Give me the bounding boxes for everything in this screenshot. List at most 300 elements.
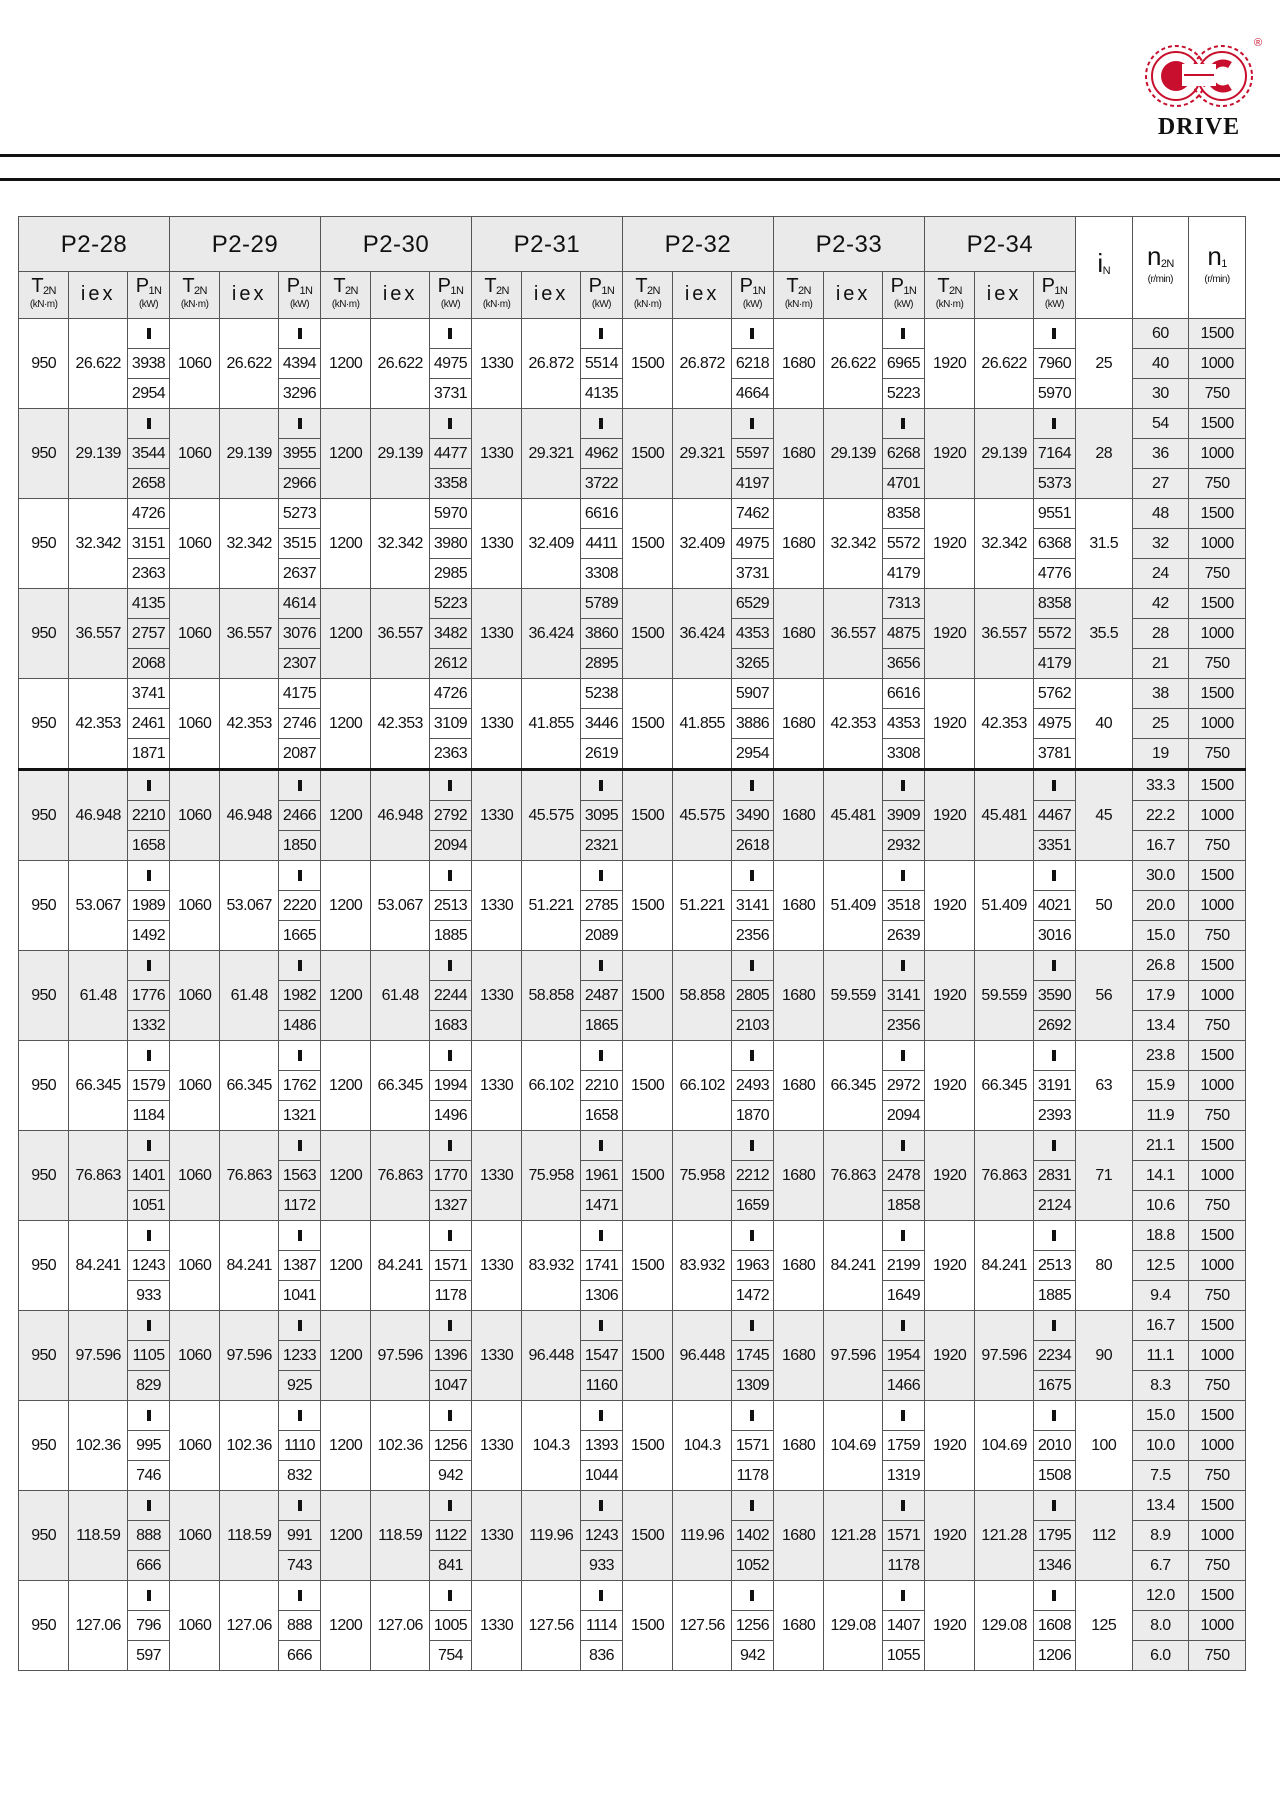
p1n-cell: 5223 bbox=[882, 379, 924, 409]
marker-icon bbox=[750, 1410, 754, 1421]
p1n-cell-marker bbox=[279, 770, 321, 801]
iex-cell: 32.342 bbox=[371, 499, 430, 589]
p1n-cell: 1571 bbox=[731, 1431, 773, 1461]
n2n-cell: 17.9 bbox=[1132, 981, 1189, 1011]
iex-cell: 127.56 bbox=[673, 1581, 732, 1671]
p1n-cell-marker bbox=[279, 409, 321, 439]
p1n-subscript: 1N bbox=[299, 284, 313, 297]
p1n-cell: 991 bbox=[279, 1521, 321, 1551]
t2n-cell: 1680 bbox=[773, 1311, 823, 1401]
n1-cell: 750 bbox=[1189, 1551, 1246, 1581]
p1n-cell: 2363 bbox=[128, 559, 170, 589]
n2n-cell: 36 bbox=[1132, 439, 1189, 469]
table-row bbox=[19, 319, 1246, 349]
t2n-cell: 1680 bbox=[773, 589, 823, 679]
iex-cell: 26.622 bbox=[975, 319, 1034, 409]
marker-icon bbox=[147, 780, 151, 791]
n2n-cell: 25 bbox=[1132, 709, 1189, 739]
marker-icon bbox=[901, 1050, 905, 1061]
p1n-cell: 3731 bbox=[430, 379, 472, 409]
t2n-cell: 950 bbox=[19, 1041, 69, 1131]
p1n-cell: 8358 bbox=[1033, 589, 1075, 619]
marker-icon bbox=[901, 1230, 905, 1241]
p1n-cell: 1770 bbox=[430, 1161, 472, 1191]
p1n-cell: 5572 bbox=[1033, 619, 1075, 649]
iex-cell: 104.3 bbox=[673, 1401, 732, 1491]
t2n-cell: 1500 bbox=[622, 770, 672, 861]
table-body bbox=[19, 319, 1246, 1671]
n2n-cell: 15.0 bbox=[1132, 1401, 1189, 1431]
p1n-cell: 1396 bbox=[430, 1341, 472, 1371]
p1n-cell-marker bbox=[128, 1491, 170, 1521]
p1n-cell-marker bbox=[731, 770, 773, 801]
t2n-cell: 1060 bbox=[169, 861, 219, 951]
iex-cell: 129.08 bbox=[975, 1581, 1034, 1671]
t2n-cell: 1680 bbox=[773, 1581, 823, 1671]
p1n-cell-marker bbox=[128, 951, 170, 981]
p1n-cell: 1870 bbox=[731, 1101, 773, 1131]
n2n-cell: 11.1 bbox=[1132, 1341, 1189, 1371]
p1n-cell: 4975 bbox=[430, 349, 472, 379]
ratio-in-cell: 71 bbox=[1075, 1131, 1132, 1221]
iex-cell: 42.353 bbox=[975, 679, 1034, 770]
p1n-cell-marker bbox=[731, 1131, 773, 1161]
p1n-cell: 4975 bbox=[731, 529, 773, 559]
iex-cell: 29.139 bbox=[824, 409, 883, 499]
p1n-cell: 6218 bbox=[731, 349, 773, 379]
t2n-cell: 1680 bbox=[773, 770, 823, 861]
t2n-cell: 950 bbox=[19, 499, 69, 589]
header-rule-top bbox=[0, 154, 1280, 157]
p1n-unit: (kW) bbox=[138, 298, 159, 310]
p1n-cell: 754 bbox=[430, 1641, 472, 1671]
p1n-cell: 1047 bbox=[430, 1371, 472, 1401]
p1n-cell: 1402 bbox=[731, 1521, 773, 1551]
p1n-cell-marker bbox=[128, 1131, 170, 1161]
p1n-cell: 2639 bbox=[882, 921, 924, 951]
n1-cell: 1000 bbox=[1189, 1071, 1246, 1101]
p1n-cell: 2966 bbox=[279, 469, 321, 499]
t2n-cell: 1330 bbox=[471, 1311, 521, 1401]
p1n-cell: 1044 bbox=[581, 1461, 623, 1491]
p1n-cell: 1332 bbox=[128, 1011, 170, 1041]
p1n-cell-marker bbox=[1033, 770, 1075, 801]
p1n-cell: 1982 bbox=[279, 981, 321, 1011]
marker-icon bbox=[901, 780, 905, 791]
marker-icon bbox=[901, 328, 905, 339]
iex-cell: 41.855 bbox=[522, 679, 581, 770]
n2n-cell: 30.0 bbox=[1132, 861, 1189, 891]
iex-cell: 66.102 bbox=[673, 1041, 732, 1131]
p1n-cell-marker bbox=[1033, 1041, 1075, 1071]
p1n-header bbox=[731, 272, 773, 319]
iex-cell: 58.858 bbox=[522, 951, 581, 1041]
p1n-cell: 5597 bbox=[731, 439, 773, 469]
n2n-cell: 40 bbox=[1132, 349, 1189, 379]
p1n-cell: 1795 bbox=[1033, 1521, 1075, 1551]
n1-cell: 1500 bbox=[1189, 409, 1246, 439]
iex-label: iex bbox=[986, 283, 1022, 305]
n2n-cell: 14.1 bbox=[1132, 1161, 1189, 1191]
p1n-cell: 1885 bbox=[1033, 1281, 1075, 1311]
marker-icon bbox=[901, 1500, 905, 1511]
p1n-cell: 942 bbox=[430, 1461, 472, 1491]
p1n-cell: 925 bbox=[279, 1371, 321, 1401]
p1n-cell-marker bbox=[731, 1311, 773, 1341]
p1n-subscript: 1N bbox=[903, 284, 917, 297]
t2n-cell: 1060 bbox=[169, 679, 219, 770]
ratio-in-cell: 100 bbox=[1075, 1401, 1132, 1491]
marker-icon bbox=[599, 1140, 603, 1151]
t2n-cell: 1680 bbox=[773, 1131, 823, 1221]
iex-cell: 46.948 bbox=[371, 770, 430, 861]
p1n-cell: 3076 bbox=[279, 619, 321, 649]
iex-header bbox=[69, 272, 128, 319]
model-header-row bbox=[19, 217, 1246, 272]
p1n-cell: 2785 bbox=[581, 891, 623, 921]
marker-icon bbox=[298, 870, 302, 881]
n2n-cell: 10.6 bbox=[1132, 1191, 1189, 1221]
t2n-cell: 1330 bbox=[471, 1581, 521, 1671]
p1n-cell-marker bbox=[882, 951, 924, 981]
p1n-cell: 1256 bbox=[430, 1431, 472, 1461]
iex-cell: 61.48 bbox=[69, 951, 128, 1041]
iex-cell: 97.596 bbox=[371, 1311, 430, 1401]
marker-icon bbox=[147, 1410, 151, 1421]
iex-cell: 32.409 bbox=[522, 499, 581, 589]
n1-cell: 750 bbox=[1189, 469, 1246, 499]
table-row bbox=[19, 1491, 1246, 1521]
p1n-cell: 1172 bbox=[279, 1191, 321, 1221]
iex-cell: 26.622 bbox=[220, 319, 279, 409]
p1n-cell: 2658 bbox=[128, 469, 170, 499]
p1n-cell: 2972 bbox=[882, 1071, 924, 1101]
p1n-unit: (kW) bbox=[893, 298, 913, 310]
p1n-cell: 2954 bbox=[731, 739, 773, 770]
marker-icon bbox=[901, 1320, 905, 1331]
iex-cell: 46.948 bbox=[220, 770, 279, 861]
p1n-cell: 2244 bbox=[430, 981, 472, 1011]
n1-symbol: n bbox=[1207, 240, 1222, 271]
n1-cell: 1500 bbox=[1189, 1311, 1246, 1341]
p1n-cell-marker bbox=[1033, 1131, 1075, 1161]
iex-cell: 51.221 bbox=[673, 861, 732, 951]
marker-icon bbox=[448, 1320, 452, 1331]
p1n-cell-marker bbox=[430, 1401, 472, 1431]
p1n-cell-marker bbox=[882, 1311, 924, 1341]
p1n-cell: 5762 bbox=[1033, 679, 1075, 709]
marker-icon bbox=[901, 418, 905, 429]
iex-cell: 26.622 bbox=[371, 319, 430, 409]
iex-cell: 119.96 bbox=[673, 1491, 732, 1581]
iex-cell: 66.345 bbox=[371, 1041, 430, 1131]
p1n-cell: 3351 bbox=[1033, 831, 1075, 861]
t2n-cell: 1200 bbox=[320, 589, 370, 679]
model-header: P2-31 bbox=[471, 217, 622, 272]
n2n-cell: 7.5 bbox=[1132, 1461, 1189, 1491]
p1n-cell: 2234 bbox=[1033, 1341, 1075, 1371]
marker-icon bbox=[901, 1140, 905, 1151]
marker-icon bbox=[1052, 1230, 1056, 1241]
p1n-cell: 942 bbox=[731, 1641, 773, 1671]
p1n-cell: 7164 bbox=[1033, 439, 1075, 469]
t2n-cell: 1060 bbox=[169, 951, 219, 1041]
t2n-cell: 1330 bbox=[471, 951, 521, 1041]
ratio-in-subscript: N bbox=[1102, 265, 1110, 277]
p1n-cell: 1954 bbox=[882, 1341, 924, 1371]
n1-subscript: 1 bbox=[1221, 257, 1227, 270]
p1n-cell-marker bbox=[581, 1131, 623, 1161]
p1n-cell: 5273 bbox=[279, 499, 321, 529]
n1-cell: 1500 bbox=[1189, 861, 1246, 891]
marker-icon bbox=[448, 960, 452, 971]
t2n-cell: 1920 bbox=[924, 1221, 974, 1311]
p1n-cell: 2954 bbox=[128, 379, 170, 409]
p1n-cell: 2478 bbox=[882, 1161, 924, 1191]
p1n-cell-marker bbox=[882, 861, 924, 891]
iex-cell: 75.958 bbox=[522, 1131, 581, 1221]
p1n-cell: 1871 bbox=[128, 739, 170, 770]
p1n-cell: 1309 bbox=[731, 1371, 773, 1401]
p1n-cell: 829 bbox=[128, 1371, 170, 1401]
n1-cell: 750 bbox=[1189, 1281, 1246, 1311]
t2n-cell: 1500 bbox=[622, 1311, 672, 1401]
p1n-cell: 3191 bbox=[1033, 1071, 1075, 1101]
p1n-cell: 5238 bbox=[581, 679, 623, 709]
p1n-cell: 3095 bbox=[581, 801, 623, 831]
marker-icon bbox=[1052, 960, 1056, 971]
p1n-cell: 1547 bbox=[581, 1341, 623, 1371]
p1n-cell: 2619 bbox=[581, 739, 623, 770]
t2n-cell: 1330 bbox=[471, 409, 521, 499]
iex-cell: 96.448 bbox=[522, 1311, 581, 1401]
p1n-symbol: P bbox=[286, 274, 300, 297]
p1n-cell: 2757 bbox=[128, 619, 170, 649]
p1n-cell: 2220 bbox=[279, 891, 321, 921]
p1n-cell: 2513 bbox=[430, 891, 472, 921]
p1n-cell: 4411 bbox=[581, 529, 623, 559]
p1n-cell-marker bbox=[731, 951, 773, 981]
p1n-cell-marker bbox=[581, 1491, 623, 1521]
p1n-cell: 2321 bbox=[581, 831, 623, 861]
p1n-header bbox=[581, 272, 623, 319]
p1n-cell-marker bbox=[731, 861, 773, 891]
p1n-cell: 3781 bbox=[1033, 739, 1075, 770]
iex-cell: 84.241 bbox=[975, 1221, 1034, 1311]
iex-cell: 29.139 bbox=[975, 409, 1034, 499]
t2n-cell: 1330 bbox=[471, 499, 521, 589]
p1n-cell-marker bbox=[1033, 861, 1075, 891]
p1n-cell-marker bbox=[581, 1401, 623, 1431]
iex-cell: 45.481 bbox=[975, 770, 1034, 861]
marker-icon bbox=[147, 1320, 151, 1331]
n2n-symbol: n bbox=[1146, 240, 1161, 271]
t2n-subscript: 2N bbox=[797, 284, 811, 297]
iex-cell: 42.353 bbox=[824, 679, 883, 770]
p1n-cell: 3141 bbox=[731, 891, 773, 921]
p1n-cell-marker bbox=[731, 1041, 773, 1071]
model-header: P2-30 bbox=[320, 217, 471, 272]
iex-label: iex bbox=[684, 283, 720, 305]
p1n-cell-marker bbox=[1033, 1221, 1075, 1251]
p1n-cell-marker bbox=[279, 1221, 321, 1251]
p1n-cell: 1675 bbox=[1033, 1371, 1075, 1401]
model-header: P2-34 bbox=[924, 217, 1075, 272]
p1n-cell: 9551 bbox=[1033, 499, 1075, 529]
p1n-cell-marker bbox=[279, 1491, 321, 1521]
t2n-cell: 1060 bbox=[169, 1311, 219, 1401]
p1n-cell-marker bbox=[731, 319, 773, 349]
t2n-cell: 1330 bbox=[471, 1491, 521, 1581]
n2n-cell: 33.3 bbox=[1132, 770, 1189, 801]
n2n-header bbox=[1132, 217, 1189, 319]
p1n-cell: 1110 bbox=[279, 1431, 321, 1461]
p1n-cell: 3141 bbox=[882, 981, 924, 1011]
iex-cell: 76.863 bbox=[69, 1131, 128, 1221]
n2n-cell: 16.7 bbox=[1132, 831, 1189, 861]
iex-cell: 59.559 bbox=[824, 951, 883, 1041]
n2n-cell: 8.0 bbox=[1132, 1611, 1189, 1641]
marker-icon bbox=[147, 1590, 151, 1601]
t2n-unit: (kN·m) bbox=[935, 298, 964, 310]
t2n-header bbox=[622, 272, 672, 319]
n1-cell: 1000 bbox=[1189, 1161, 1246, 1191]
p1n-cell: 3151 bbox=[128, 529, 170, 559]
marker-icon bbox=[448, 1050, 452, 1061]
n2n-cell: 15.0 bbox=[1132, 921, 1189, 951]
p1n-symbol: P bbox=[588, 274, 602, 297]
n1-cell: 1000 bbox=[1189, 349, 1246, 379]
n1-cell: 1500 bbox=[1189, 589, 1246, 619]
p1n-cell-marker bbox=[882, 1581, 924, 1611]
table-row bbox=[19, 1401, 1246, 1431]
n1-cell: 750 bbox=[1189, 1011, 1246, 1041]
p1n-cell: 1055 bbox=[882, 1641, 924, 1671]
p1n-header bbox=[430, 272, 472, 319]
p1n-cell-marker bbox=[731, 409, 773, 439]
marker-icon bbox=[750, 1230, 754, 1241]
n1-cell: 750 bbox=[1189, 649, 1246, 679]
p1n-cell: 2363 bbox=[430, 739, 472, 770]
p1n-cell-marker bbox=[430, 319, 472, 349]
n1-cell: 1000 bbox=[1189, 1521, 1246, 1551]
t2n-cell: 1200 bbox=[320, 1401, 370, 1491]
p1n-cell: 1319 bbox=[882, 1461, 924, 1491]
t2n-cell: 950 bbox=[19, 1131, 69, 1221]
t2n-cell: 1330 bbox=[471, 589, 521, 679]
p1n-cell: 5970 bbox=[430, 499, 472, 529]
p1n-cell: 1178 bbox=[731, 1461, 773, 1491]
marker-icon bbox=[901, 960, 905, 971]
p1n-cell: 7960 bbox=[1033, 349, 1075, 379]
n2n-cell: 38 bbox=[1132, 679, 1189, 709]
p1n-cell: 597 bbox=[128, 1641, 170, 1671]
iex-cell: 36.424 bbox=[522, 589, 581, 679]
t2n-cell: 950 bbox=[19, 319, 69, 409]
p1n-cell: 1122 bbox=[430, 1521, 472, 1551]
p1n-cell: 1466 bbox=[882, 1371, 924, 1401]
p1n-subscript: 1N bbox=[752, 284, 766, 297]
p1n-cell-marker bbox=[430, 1041, 472, 1071]
iex-cell: 104.3 bbox=[522, 1401, 581, 1491]
p1n-cell: 2692 bbox=[1033, 1011, 1075, 1041]
p1n-cell: 4975 bbox=[1033, 709, 1075, 739]
n1-cell: 750 bbox=[1189, 1101, 1246, 1131]
p1n-cell: 3860 bbox=[581, 619, 623, 649]
p1n-cell: 1885 bbox=[430, 921, 472, 951]
marker-icon bbox=[298, 1410, 302, 1421]
t2n-unit: (kN·m) bbox=[633, 298, 662, 310]
iex-cell: 76.863 bbox=[220, 1131, 279, 1221]
n2n-cell: 23.8 bbox=[1132, 1041, 1189, 1071]
iex-cell: 36.557 bbox=[69, 589, 128, 679]
p1n-subscript: 1N bbox=[450, 284, 464, 297]
iex-cell: 83.932 bbox=[522, 1221, 581, 1311]
p1n-cell: 1741 bbox=[581, 1251, 623, 1281]
n2n-cell: 20.0 bbox=[1132, 891, 1189, 921]
marker-icon bbox=[298, 1500, 302, 1511]
t2n-subscript: 2N bbox=[948, 284, 962, 297]
table-row bbox=[19, 589, 1246, 619]
marker-icon bbox=[147, 960, 151, 971]
p1n-cell: 6529 bbox=[731, 589, 773, 619]
t2n-cell: 1060 bbox=[169, 589, 219, 679]
marker-icon bbox=[448, 1140, 452, 1151]
p1n-cell: 4477 bbox=[430, 439, 472, 469]
n2n-cell: 48 bbox=[1132, 499, 1189, 529]
marker-icon bbox=[599, 1410, 603, 1421]
p1n-cell-marker bbox=[581, 319, 623, 349]
t2n-cell: 1920 bbox=[924, 1401, 974, 1491]
p1n-cell: 796 bbox=[128, 1611, 170, 1641]
t2n-symbol: T bbox=[635, 274, 647, 297]
p1n-cell-marker bbox=[128, 1581, 170, 1611]
t2n-cell: 950 bbox=[19, 1221, 69, 1311]
marker-icon bbox=[750, 328, 754, 339]
marker-icon bbox=[901, 1590, 905, 1601]
p1n-unit: (kW) bbox=[742, 298, 762, 310]
marker-icon bbox=[901, 870, 905, 881]
iex-cell: 53.067 bbox=[220, 861, 279, 951]
t2n-cell: 1920 bbox=[924, 319, 974, 409]
t2n-header bbox=[773, 272, 823, 319]
p1n-cell: 2010 bbox=[1033, 1431, 1075, 1461]
iex-cell: 118.59 bbox=[371, 1491, 430, 1581]
p1n-cell: 2895 bbox=[581, 649, 623, 679]
p1n-cell: 1762 bbox=[279, 1071, 321, 1101]
p1n-cell: 6368 bbox=[1033, 529, 1075, 559]
p1n-cell-marker bbox=[581, 1581, 623, 1611]
t2n-cell: 1920 bbox=[924, 1131, 974, 1221]
p1n-cell-marker bbox=[279, 319, 321, 349]
t2n-cell: 1920 bbox=[924, 679, 974, 770]
n1-cell: 750 bbox=[1189, 739, 1246, 770]
p1n-header bbox=[1033, 272, 1075, 319]
iex-cell: 53.067 bbox=[69, 861, 128, 951]
t2n-cell: 1330 bbox=[471, 1131, 521, 1221]
p1n-cell: 1387 bbox=[279, 1251, 321, 1281]
p1n-cell: 3265 bbox=[731, 649, 773, 679]
p1n-cell: 1994 bbox=[430, 1071, 472, 1101]
p1n-cell: 1579 bbox=[128, 1071, 170, 1101]
t2n-cell: 1680 bbox=[773, 499, 823, 589]
n1-cell: 1500 bbox=[1189, 1221, 1246, 1251]
n2n-cell: 18.8 bbox=[1132, 1221, 1189, 1251]
iex-header bbox=[522, 272, 581, 319]
p1n-cell-marker bbox=[882, 1491, 924, 1521]
p1n-cell-marker bbox=[279, 1041, 321, 1071]
ratio-in-cell: 35.5 bbox=[1075, 589, 1132, 679]
